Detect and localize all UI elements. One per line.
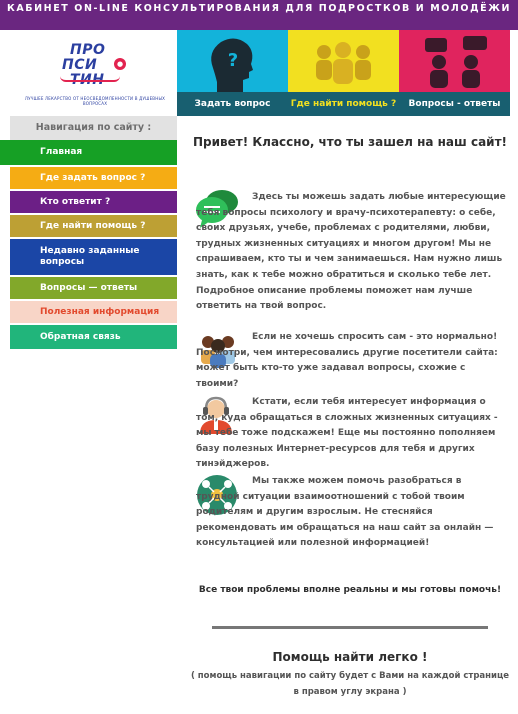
question-head-icon <box>177 30 288 92</box>
tile-find-help-label: Где найти помощь ? <box>288 92 399 116</box>
closing-message: Все твои проблемы вполне реальны и мы готовы помочь! <box>198 585 502 595</box>
sidebar-item-feedback[interactable]: Обратная связь <box>10 325 177 349</box>
sidebar-item-useful-info[interactable]: Полезная информация <box>10 301 177 323</box>
sidebar-item-find-help[interactable]: Где найти помощь ? <box>10 215 177 237</box>
sidebar-item-home[interactable]: Главная <box>0 140 177 165</box>
logo-line-1: ПРО <box>70 42 106 58</box>
intro-paragraph: Здесь ты можешь задать любые интересующие тебя вопросы психологу и врачу-психотерапевту: о себе, своих друзьях, учебе, проблемах с родителями, любви, трудных жизненных ситуациях и многом другом! Мы не спрашиваем, кто ты и чем занимаешься. Нам нужно лишь знать, как к тебе можно обратиться и сколько тебе лет. Подробное описание проблемы поможет нам лучше ответить на твой вопрос. <box>196 192 506 312</box>
section-divider <box>212 626 488 629</box>
help-resources-paragraph: Кстати, если тебя интересует информация о том, куда обращаться в сложных жизненных ситуациях - мы тебе тоже подскажем! Еще мы постоянно пополняем базу полезных Интернет-ресурсов для тебя и других тинэйджеров. <box>196 397 498 470</box>
tile-ask-question-label: Задать вопрос <box>177 92 288 116</box>
logo-line-3: ТИН <box>70 72 105 88</box>
tile-find-help[interactable] <box>288 30 399 116</box>
nav-title: Навигация по сайту : <box>10 116 177 140</box>
site-logo[interactable] <box>10 30 177 116</box>
logo-swoosh-icon <box>60 76 120 82</box>
browse-questions-paragraph: Если не хочешь спросить сам - это нормально! Посмотри, чем интересовались другие посетители сайта: может быть кто-то уже задавал вопросы, схожие с твоими? <box>196 332 498 389</box>
group-people-icon <box>288 30 399 92</box>
parents-help-paragraph: Мы также можем помочь разобраться в трудной ситуации взаимоотношений с тобой твоим родителям и другим взрослым. Не стесняйся рекомендовать им обращаться на наш сайт за онлайн — консультацией или полезной информацией! <box>196 476 494 549</box>
site-header-title: КАБИНЕТ ON-LINE КОНСУЛЬТИРОВАНИЯ ДЛЯ ПОДРОСТКОВ И МОЛОДЁЖИ <box>0 0 518 30</box>
tile-ask-question[interactable] <box>177 30 288 116</box>
sidebar-item-recent-questions[interactable]: Недавно заданные вопросы <box>10 239 177 275</box>
tile-questions-answers[interactable] <box>399 30 510 116</box>
chat-people-icon <box>399 30 510 92</box>
logo-tagline: ЛУЧШЕЕ ЛЕКАРСТВО ОТ НЕОСВЕДОМЛЕННОСТИ В ДУШЕВНЫХ ВОПРОСАХ <box>24 96 166 106</box>
help-subtitle: ( помощь навигации по сайту будет с Вами на каждой странице в правом углу экрана ) <box>190 671 510 697</box>
sidebar-item-qa[interactable]: Вопросы — ответы <box>10 277 177 299</box>
logo-dot-icon: ● <box>114 58 126 70</box>
tile-questions-answers-label: Вопросы - ответы <box>399 92 510 116</box>
sidebar-item-who-answers[interactable]: Кто ответит ? <box>10 191 177 213</box>
sidebar-item-where-to-ask[interactable]: Где задать вопрос ? <box>10 167 177 189</box>
help-title: Помощь найти легко ! <box>272 650 428 664</box>
greeting-heading: Привет! Классно, что ты зашел на наш сайт! <box>192 135 507 149</box>
svg-text:?: ? <box>227 50 239 71</box>
sidebar-nav <box>10 116 177 351</box>
logo-line-2: ПСИ <box>62 57 98 73</box>
